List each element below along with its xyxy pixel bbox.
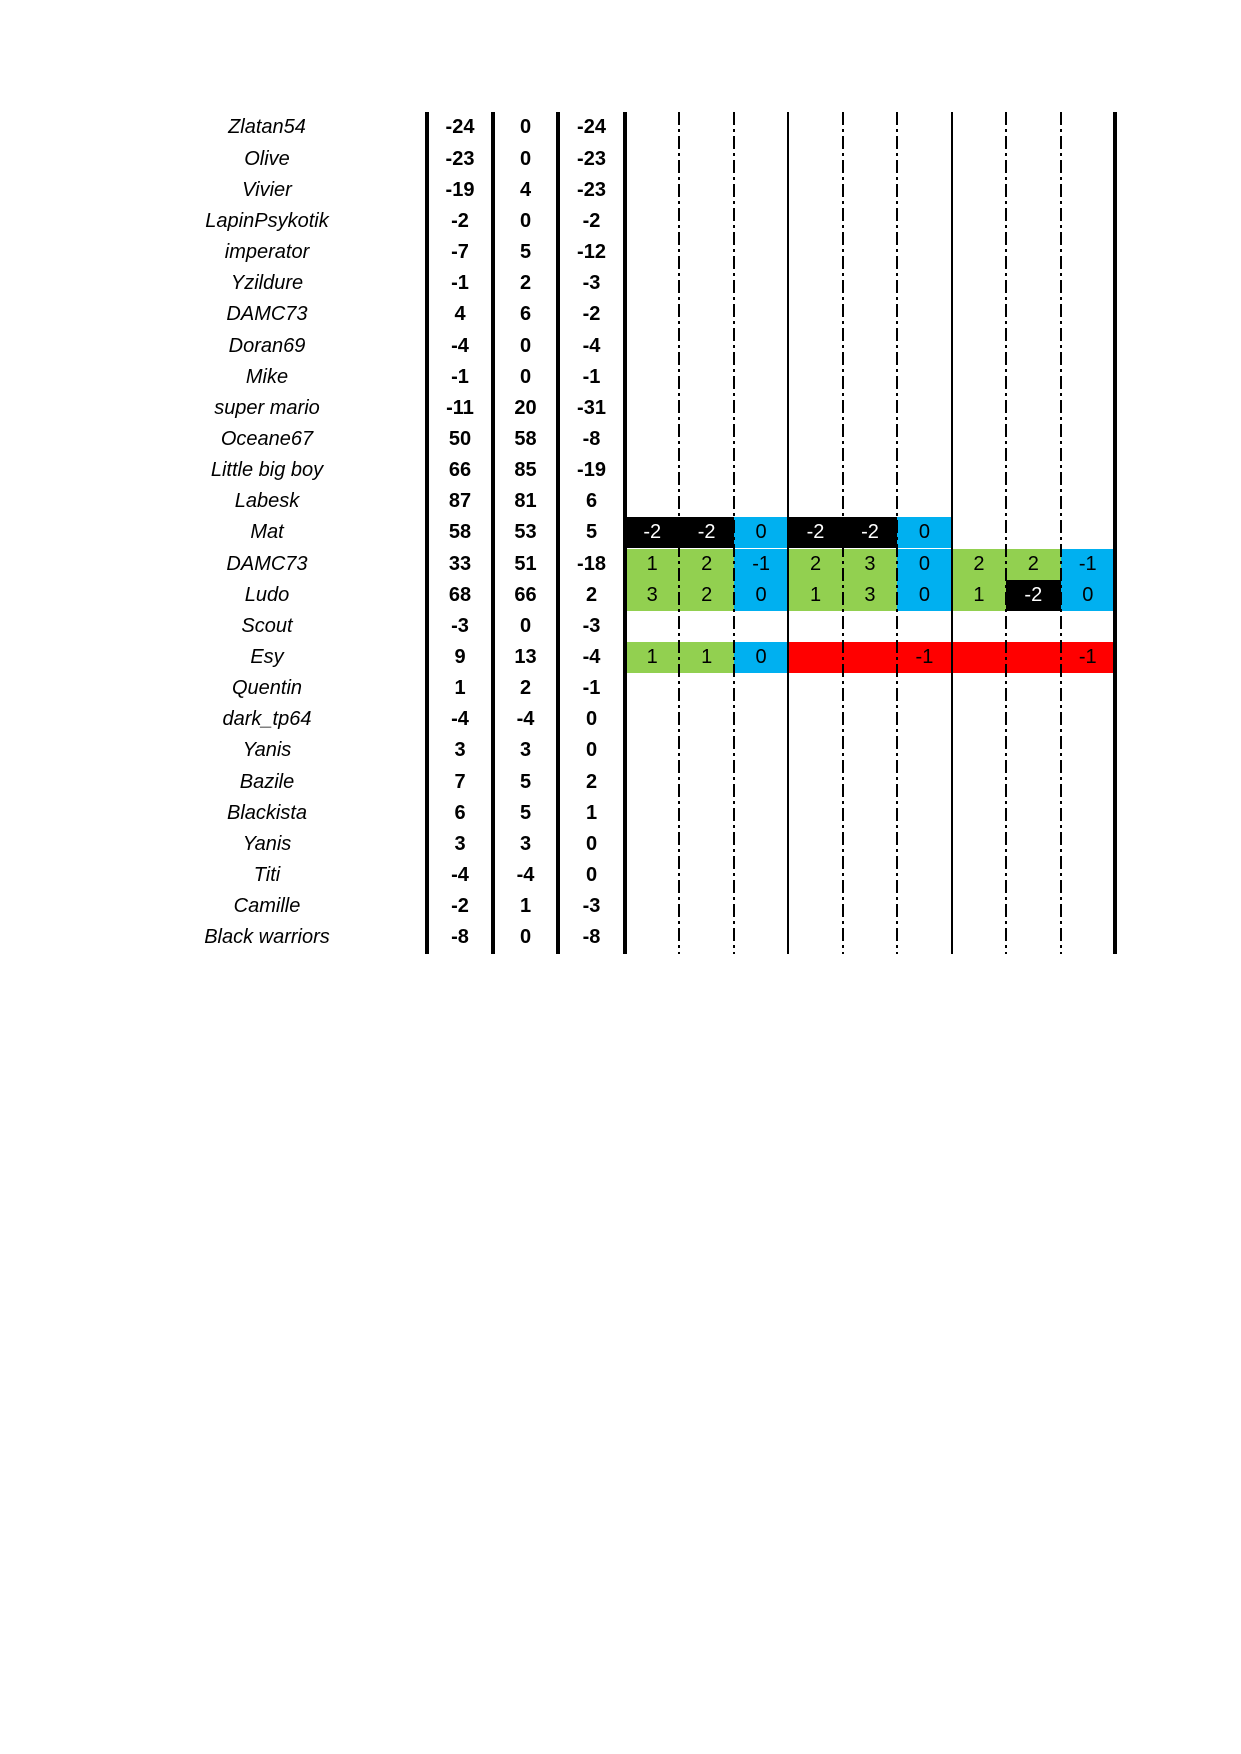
grid-cell-value: 3 — [864, 552, 876, 575]
score-cell-2[interactable]: 0 — [519, 365, 532, 388]
score-cell-3[interactable]: -3 — [582, 895, 601, 918]
score-cell-1[interactable]: -2 — [451, 209, 469, 232]
score-cell-3[interactable]: -1 — [582, 677, 601, 700]
table-row — [0, 393, 1241, 424]
grid-cell-value: 3 — [646, 583, 658, 606]
player-name-cell[interactable]: Vivier — [242, 178, 292, 201]
table-row — [0, 517, 1241, 548]
score-cell-1[interactable]: -2 — [451, 895, 469, 918]
grid-cell-value: 0 — [755, 583, 767, 606]
table-row — [0, 735, 1241, 766]
player-name-cell[interactable]: DAMC73 — [226, 303, 308, 326]
player-name-cell[interactable]: Scout — [241, 614, 293, 637]
score-cell-1[interactable]: -8 — [451, 926, 469, 949]
player-name-cell[interactable]: dark_tp64 — [222, 708, 312, 731]
score-cell-1[interactable]: -24 — [445, 116, 475, 139]
score-cell-2[interactable]: 6 — [519, 303, 532, 326]
score-cell-1[interactable]: 3 — [454, 832, 466, 855]
score-cell-3[interactable]: -31 — [577, 396, 606, 419]
score-cell-3[interactable]: -12 — [577, 241, 606, 264]
table-row — [0, 922, 1241, 953]
score-cell-2[interactable]: 53 — [514, 521, 537, 544]
score-cell-3[interactable]: -4 — [582, 334, 601, 357]
score-cell-2[interactable]: 0 — [519, 209, 532, 232]
player-name-cell[interactable]: Quentin — [231, 677, 303, 700]
score-cell-3[interactable]: -19 — [577, 459, 606, 482]
score-cell-1[interactable]: 4 — [454, 303, 466, 326]
grid-cell-value: -2 — [697, 521, 716, 544]
score-cell-3[interactable]: 2 — [585, 583, 598, 606]
grid-cell-value: 0 — [755, 646, 767, 668]
score-cell-1[interactable]: -3 — [451, 614, 469, 637]
score-cell-3[interactable]: 5 — [585, 521, 598, 544]
score-cell-1[interactable]: 66 — [448, 459, 472, 482]
player-name-cell[interactable]: Camille — [233, 895, 301, 918]
score-cell-2[interactable]: 0 — [519, 614, 532, 637]
grid-cell-value: 0 — [918, 552, 930, 575]
score-cell-2[interactable]: -4 — [516, 864, 535, 887]
player-name-cell[interactable]: Esy — [250, 646, 284, 668]
score-cell-2[interactable]: 13 — [514, 646, 537, 668]
score-cell-2[interactable]: 0 — [519, 147, 532, 170]
score-cell-1[interactable]: -7 — [451, 241, 469, 264]
grid-cell-value: 1 — [646, 552, 658, 575]
player-name-cell[interactable]: Doran69 — [228, 334, 306, 357]
table-row — [0, 112, 1241, 143]
player-name-cell[interactable]: Yanis — [242, 739, 292, 762]
score-cell-1[interactable]: 50 — [448, 427, 472, 450]
table-row — [0, 642, 1241, 673]
grid-cell-value: -1 — [1078, 646, 1097, 668]
score-cell-3[interactable]: -1 — [582, 365, 601, 388]
score-cell-1[interactable]: -4 — [451, 708, 469, 731]
player-name-cell[interactable]: Bazile — [239, 770, 295, 793]
table-row — [0, 299, 1241, 330]
table-row — [0, 362, 1241, 393]
score-cell-1[interactable]: 7 — [454, 770, 466, 793]
score-cell-3[interactable]: 0 — [585, 708, 598, 731]
grid-cell-value: 2 — [701, 583, 713, 606]
grid-cell-value: 2 — [809, 552, 822, 575]
score-cell-1[interactable]: -1 — [451, 365, 469, 388]
grid-cell-value: 1 — [973, 583, 985, 606]
score-cell-1[interactable]: -19 — [445, 178, 475, 201]
table-row — [0, 486, 1241, 517]
score-cell-2[interactable]: 66 — [514, 583, 537, 606]
score-cell-3[interactable]: -18 — [577, 552, 606, 575]
score-cell-2[interactable]: 4 — [519, 178, 532, 201]
player-name-cell[interactable]: Mat — [250, 521, 284, 544]
player-name-cell[interactable]: Oceane67 — [220, 427, 314, 450]
score-cell-2[interactable]: 85 — [514, 459, 537, 482]
score-cell-2[interactable]: 2 — [519, 272, 532, 295]
player-name-cell[interactable]: Titi — [253, 864, 281, 887]
score-cell-2[interactable]: 5 — [519, 241, 532, 264]
score-cell-1[interactable]: 9 — [454, 646, 466, 668]
score-cell-3[interactable]: 1 — [585, 801, 598, 824]
table-row — [0, 330, 1241, 361]
player-name-cell[interactable]: imperator — [224, 241, 310, 264]
grid-cell-value: -1 — [915, 646, 934, 668]
score-cell-2[interactable]: 5 — [519, 801, 532, 824]
score-cell-3[interactable]: -3 — [582, 614, 601, 637]
table-row — [0, 829, 1241, 860]
score-cell-2[interactable]: 0 — [519, 926, 532, 949]
player-name-cell[interactable]: Labesk — [234, 490, 300, 513]
player-name-cell[interactable]: Yzildure — [230, 272, 304, 295]
grid-cell-value: 2 — [1027, 552, 1039, 575]
score-cell-2[interactable]: 0 — [519, 116, 532, 139]
table-row — [0, 237, 1241, 268]
grid-cell-value: 0 — [918, 521, 930, 544]
score-cell-1[interactable]: -4 — [451, 864, 469, 887]
score-cell-3[interactable]: 0 — [585, 739, 598, 762]
score-cell-3[interactable]: -8 — [582, 926, 601, 949]
score-cell-3[interactable]: 0 — [585, 832, 598, 855]
score-cell-2[interactable]: 1 — [519, 895, 532, 918]
player-name-cell[interactable]: Mike — [245, 365, 289, 388]
score-cell-3[interactable]: -8 — [582, 427, 601, 450]
score-cell-1[interactable]: -4 — [451, 334, 469, 357]
grid-cell-value: 1 — [646, 646, 658, 668]
table-row — [0, 891, 1241, 922]
grid-cell-value: 0 — [1082, 583, 1094, 606]
grid-cell-value: 2 — [973, 552, 985, 575]
score-cell-2[interactable]: 20 — [514, 396, 537, 419]
score-cell-1[interactable]: 1 — [454, 677, 466, 700]
score-cell-1[interactable]: 58 — [448, 521, 472, 544]
score-cell-2[interactable]: 0 — [519, 334, 532, 357]
table-row — [0, 798, 1241, 829]
score-cell-1[interactable]: -11 — [446, 396, 474, 419]
grid-cell-value: -1 — [1078, 552, 1097, 575]
grid-cell-value: -2 — [1024, 583, 1043, 606]
table-row — [0, 206, 1241, 237]
player-name-cell[interactable]: Zlatan54 — [228, 116, 306, 139]
score-cell-2[interactable]: 3 — [519, 832, 532, 855]
grid-cell-value: 2 — [701, 552, 713, 575]
score-cell-1[interactable]: -23 — [445, 147, 475, 170]
score-cell-1[interactable]: 3 — [454, 739, 466, 762]
player-name-cell[interactable]: Yanis — [242, 832, 292, 855]
score-cell-1[interactable]: 6 — [454, 801, 466, 824]
table-row — [0, 704, 1241, 735]
grid-cell-value: -2 — [806, 521, 825, 544]
player-name-cell[interactable]: Blackista — [226, 801, 308, 824]
score-cell-3[interactable]: -24 — [577, 116, 606, 139]
score-cell-3[interactable]: 0 — [585, 864, 598, 887]
score-cell-2[interactable]: -4 — [516, 708, 535, 731]
score-cell-2[interactable]: 2 — [519, 677, 532, 700]
player-name-cell[interactable]: Little big boy — [210, 459, 324, 482]
player-name-cell[interactable]: DAMC73 — [226, 552, 308, 575]
score-cell-3[interactable]: -4 — [582, 646, 601, 668]
score-cell-2[interactable]: 3 — [519, 739, 532, 762]
table-row — [0, 611, 1241, 642]
table-row — [0, 175, 1241, 206]
grid-cell-value: -2 — [643, 521, 662, 544]
score-cell-1[interactable]: -1 — [451, 272, 469, 295]
grid-cell-value: 3 — [864, 583, 876, 606]
score-cell-3[interactable]: -23 — [577, 147, 606, 170]
grid-cell-value: -2 — [861, 521, 879, 544]
score-cell-2[interactable]: 81 — [514, 490, 537, 513]
table-row — [0, 455, 1241, 486]
grid-cell-value: 0 — [755, 521, 767, 544]
player-name-cell[interactable]: Black warriors — [204, 926, 330, 949]
score-cell-3[interactable]: -2 — [582, 303, 601, 326]
score-cell-1[interactable]: 68 — [448, 583, 472, 606]
table-row — [0, 424, 1241, 455]
score-cell-2[interactable]: 58 — [514, 427, 537, 450]
score-cell-3[interactable]: -23 — [577, 178, 606, 201]
player-name-cell[interactable]: super mario — [214, 396, 320, 419]
table-row — [0, 144, 1241, 175]
score-cell-3[interactable]: 2 — [585, 770, 598, 793]
grid-cell-value: -1 — [752, 552, 770, 575]
grid-cell-value: 1 — [701, 646, 713, 668]
player-name-cell[interactable]: Olive — [244, 147, 290, 170]
table-row — [0, 767, 1241, 798]
score-cell-2[interactable]: 51 — [514, 552, 537, 575]
grid-cell-value: 1 — [809, 583, 822, 606]
player-name-cell[interactable]: LapinPsykotik — [205, 209, 329, 232]
score-cell-3[interactable]: 6 — [585, 490, 598, 513]
table-row — [0, 673, 1241, 704]
score-cell-1[interactable]: 87 — [448, 490, 472, 513]
table-row — [0, 268, 1241, 299]
score-cell-1[interactable]: 33 — [448, 552, 472, 575]
grid-cell-value: 0 — [918, 583, 930, 606]
score-cell-3[interactable]: -2 — [582, 209, 601, 232]
score-cell-2[interactable]: 5 — [519, 770, 532, 793]
score-cell-3[interactable]: -3 — [582, 272, 601, 295]
table-row — [0, 860, 1241, 891]
player-name-cell[interactable]: Ludo — [244, 583, 290, 606]
